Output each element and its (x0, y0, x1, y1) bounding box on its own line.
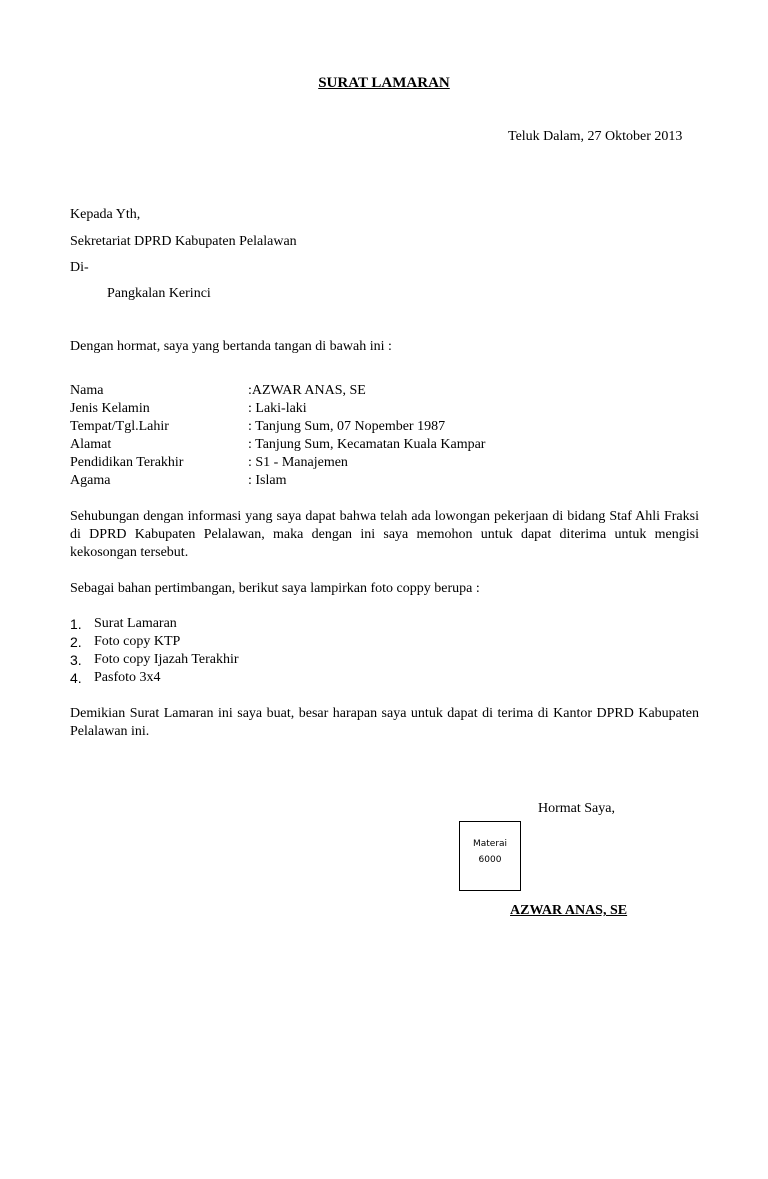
field-label-pendidikan: Pendidikan Terakhir (70, 455, 184, 470)
field-value-alamat: : Tanjung Sum, Kecamatan Kuala Kampar (248, 437, 486, 452)
attachment-item: Pasfoto 3x4 (94, 670, 161, 685)
recipient-line-3: Di- (70, 260, 89, 275)
field-value-pendidikan: : S1 - Manajemen (248, 455, 348, 470)
signoff: Hormat Saya, (538, 801, 615, 816)
recipient-line-4: Pangkalan Kerinci (107, 286, 211, 301)
opening-line: Dengan hormat, saya yang bertanda tangan di bawah ini : (70, 339, 392, 354)
stamp-line-1: Materai (472, 839, 508, 849)
attachment-number: 3. (70, 652, 82, 668)
field-value-nama: :AZWAR ANAS, SE (248, 383, 366, 398)
place-date: Teluk Dalam, 27 Oktober 2013 (508, 129, 683, 144)
closing-paragraph: Demikian Surat Lamaran ini saya buat, besar harapan saya untuk dapat di terima di Kantor DPRD Kabupaten Pelalawan ini. (70, 706, 699, 739)
attachment-number: 1. (70, 616, 82, 632)
field-value-tempat-lahir: : Tanjung Sum, 07 Nopember 1987 (248, 419, 446, 434)
attachment-item: Foto copy Ijazah Terakhir (94, 652, 239, 667)
attachment-number: 4. (70, 670, 82, 686)
attachments-intro: Sebagai bahan pertimbangan, berikut saya lampirkan foto coppy berupa : (70, 581, 480, 596)
materai-stamp-box (459, 821, 521, 891)
body-paragraph: Sehubungan dengan informasi yang saya dapat bahwa telah ada lowongan pekerjaan di bidang Staf Ahli Fraksi di DPRD Kabupaten Pelalawan, maka dengan ini saya memohon untuk dapat diterima untuk mengisi kekosongan tersebut. (70, 509, 699, 560)
field-label-alamat: Alamat (70, 437, 112, 452)
field-label-agama: Agama (70, 473, 111, 488)
recipient-line-2: Sekretariat DPRD Kabupaten Pelalawan (70, 234, 297, 249)
attachment-item: Foto copy KTP (94, 634, 181, 649)
stamp-line-2: 6000 (478, 855, 502, 865)
letter-title (0, 74, 768, 92)
field-label-jenis-kelamin: Jenis Kelamin (70, 401, 150, 416)
signer-name: AZWAR ANAS, SE (510, 903, 628, 918)
field-value-jenis-kelamin: : Laki-laki (248, 401, 307, 416)
recipient-line-1: Kepada Yth, (70, 207, 141, 222)
field-label-tempat-lahir: Tempat/Tgl.Lahir (70, 419, 169, 434)
letter-title-text: SURAT LAMARAN (318, 75, 450, 91)
attachment-item: Surat Lamaran (94, 616, 177, 631)
field-label-nama: Nama (70, 383, 104, 398)
field-value-agama: : Islam (248, 473, 287, 488)
attachment-number: 2. (70, 634, 82, 650)
